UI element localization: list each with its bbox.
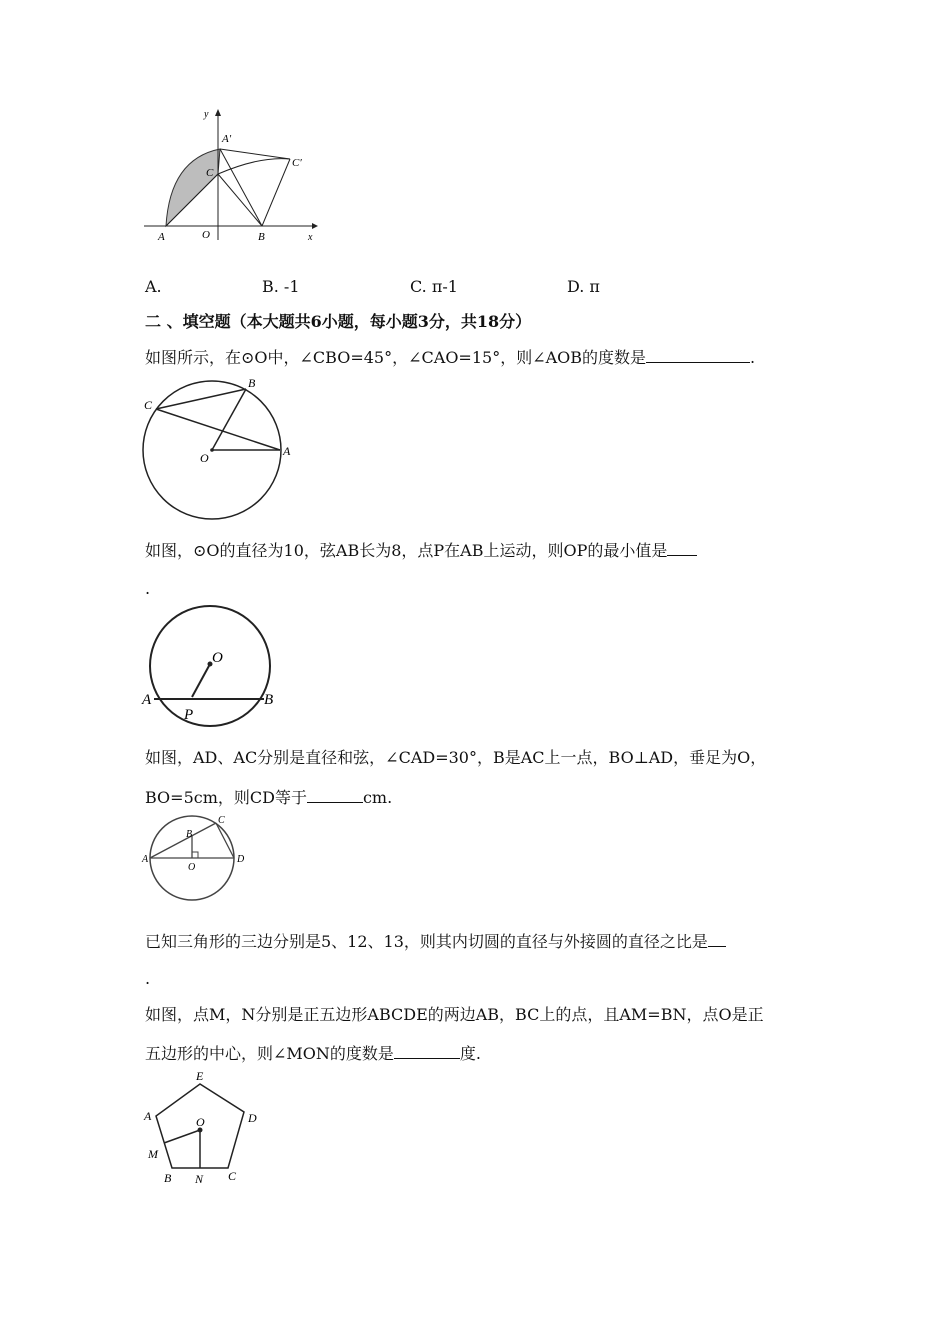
label-o: O — [200, 451, 209, 465]
question-5-line-1: 如图，点M，N分别是正五边形ABCDE的两边AB，BC上的点，且AM=BN，点O是正 — [145, 1005, 764, 1024]
question-1 — [145, 346, 755, 369]
segment-a1c1 — [220, 149, 290, 159]
question-3-unit: cm. — [362, 788, 393, 807]
question-3-line-1: 如图，AD、AC分别是直径和弦，∠CAD=30°，B是AC上一点，BO⊥AD，垂足为O， — [145, 748, 767, 767]
question-5-text: 五边形的中心，则∠MON的度数是 — [145, 1044, 394, 1063]
label-n: N — [195, 1172, 204, 1186]
label-m: M — [148, 1147, 158, 1161]
label-c: C — [206, 167, 214, 179]
label-a: A — [142, 692, 152, 708]
question-4-end: . — [145, 969, 151, 988]
segment-cb — [156, 389, 246, 409]
section-title: 二 、填空题（本大题共6小题，每小题3分，共18分） — [145, 312, 532, 331]
label-o: O — [202, 229, 210, 241]
label-b: B — [258, 231, 265, 243]
segment-op — [192, 664, 210, 697]
figure-circle-q3 — [140, 813, 255, 905]
label-o: O — [188, 862, 196, 873]
question-4-text: 已知三角形的三边分别是5、12、13，则其内切圆的直径与外接圆的直径之比是 — [145, 932, 708, 951]
question-4 — [145, 930, 726, 953]
label-c1: C′ — [292, 157, 302, 169]
label-c: C — [144, 398, 153, 412]
answer-blank — [646, 346, 750, 363]
arc-c-c1 — [218, 159, 290, 174]
label-y: y — [204, 109, 209, 120]
chord-ac — [150, 823, 216, 858]
question-1-text: 如图所示，在⊙O中，∠CBO=45°，∠CAO=15°，则∠AOB的度数是 — [145, 348, 647, 367]
question-5-line-2 — [145, 1042, 481, 1065]
question-2-end: . — [145, 579, 151, 598]
answer-blank — [307, 786, 363, 803]
label-b: B — [264, 692, 274, 708]
label-d: D — [237, 854, 245, 865]
answer-blank — [667, 539, 697, 556]
segment-c1b — [262, 159, 290, 226]
segment-cd — [216, 823, 234, 858]
center-point — [210, 448, 214, 452]
figure-circle-q2 — [140, 602, 290, 730]
label-o: O — [196, 1115, 205, 1129]
label-a: A — [158, 231, 165, 243]
question-5-unit: 度. — [459, 1044, 482, 1063]
label-c: C — [228, 1169, 237, 1183]
figure-circle-q1 — [140, 374, 300, 524]
option-b: B. -1 — [262, 277, 300, 296]
label-b: B — [248, 376, 256, 390]
segment-ca — [156, 409, 280, 450]
segment-om — [164, 1130, 200, 1143]
question-3-line-2 — [145, 786, 392, 809]
segment-ob — [212, 389, 246, 450]
x-axis-arrow-icon — [312, 223, 318, 229]
question-3-text: BO=5cm，则CD等于 — [145, 788, 307, 807]
label-a: A — [144, 1109, 152, 1123]
label-a: A — [142, 854, 149, 865]
option-c: C. π-1 — [410, 277, 458, 296]
label-a1: A′ — [222, 133, 232, 145]
label-p: P — [184, 707, 194, 723]
option-d: D. π — [567, 277, 600, 296]
label-b: B — [164, 1171, 172, 1185]
y-axis-arrow-icon — [215, 109, 221, 116]
answer-blank — [394, 1042, 460, 1059]
label-c: C — [218, 815, 225, 826]
question-2 — [145, 539, 697, 562]
label-b: B — [186, 829, 193, 840]
option-a: A. — [145, 277, 162, 296]
question-1-end: . — [750, 348, 756, 367]
label-a: A — [283, 444, 291, 458]
figure-rotation-diagram — [140, 104, 330, 244]
answer-blank — [708, 930, 726, 947]
label-e: E — [196, 1069, 204, 1083]
shaded-region — [166, 149, 220, 226]
segment-a1b — [220, 149, 262, 226]
figure-pentagon — [140, 1068, 270, 1190]
label-x: x — [308, 232, 313, 243]
right-angle-mark — [192, 852, 198, 858]
label-o: O — [212, 650, 223, 666]
segment-cb — [218, 174, 262, 226]
label-d: D — [248, 1111, 257, 1125]
question-2-text: 如图，⊙O的直径为10，弦AB长为8，点P在AB上运动，则OP的最小值是 — [145, 541, 668, 560]
